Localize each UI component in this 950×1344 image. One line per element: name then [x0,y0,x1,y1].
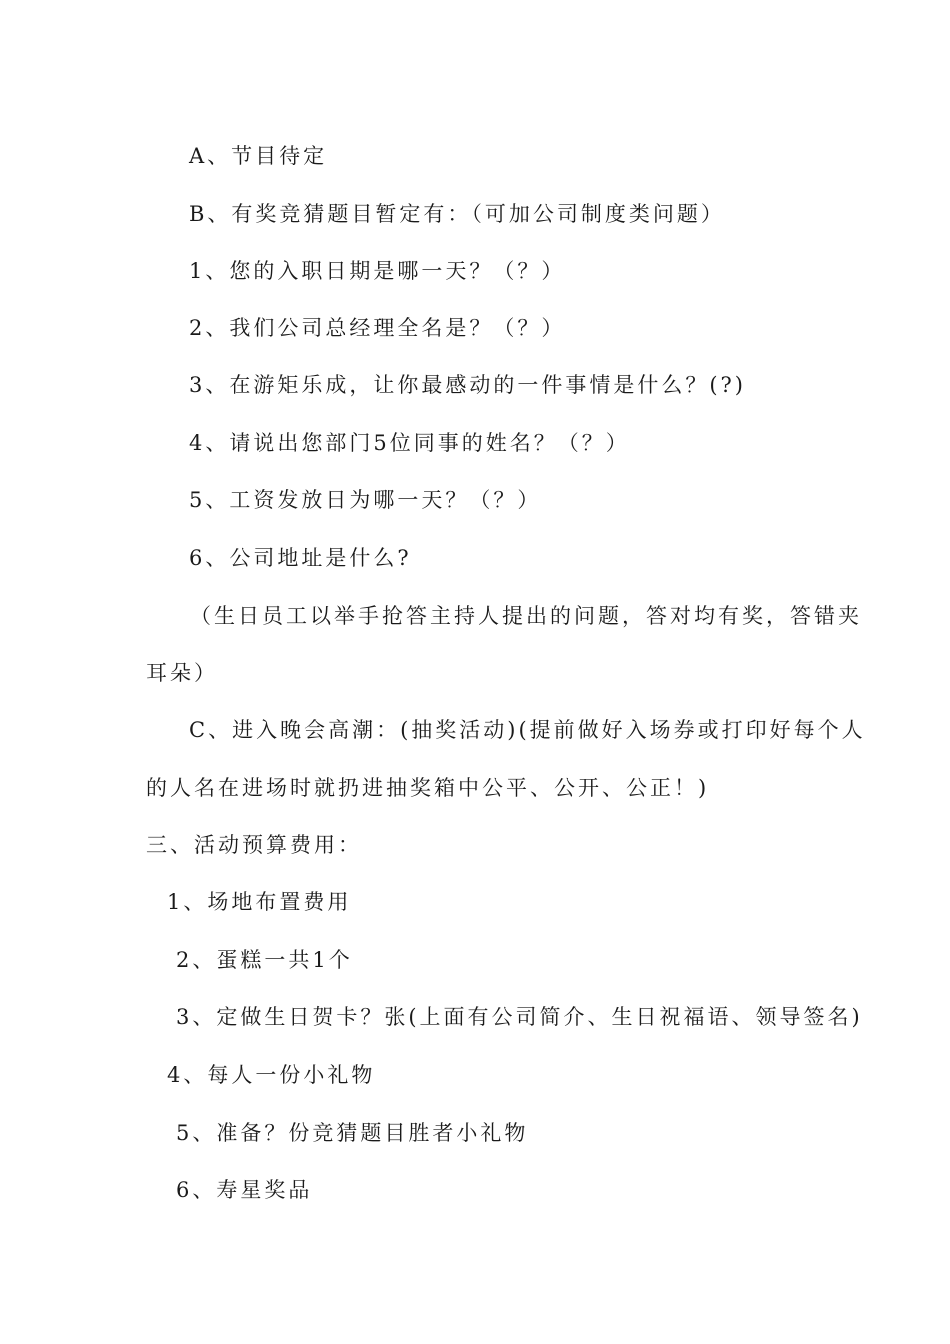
program-item-a: A、节目待定 [189,144,328,168]
quiz-rules-line-2: 耳朵） [146,661,218,685]
program-item-b: B、有奖竞猜题目暂定有：（可加公司制度类问题） [189,202,725,226]
quiz-question-6: 6、公司地址是什么? [189,546,412,570]
budget-item-1: 1、场地布置费用 [167,890,352,914]
section-heading-budget: 三、活动预算费用： [146,833,362,857]
quiz-question-4: 4、请说出您部门5位同事的姓名？（？） [189,431,630,455]
budget-item-4: 4、每人一份小礼物 [167,1063,376,1087]
program-item-c-line-1: C、进入晚会高潮：(抽奖活动)(提前做好入场券或打印好每个人 [189,718,866,742]
budget-item-3: 3、定做生日贺卡？张(上面有公司简介、生日祝福语、领导签名) [176,1005,863,1029]
quiz-question-1: 1、您的入职日期是哪一天？（？） [189,259,566,283]
quiz-question-5: 5、工资发放日为哪一天？（？） [189,488,542,512]
quiz-rules-line-1: （生日员工以举手抢答主持人提出的问题，答对均有奖，答错夹 [190,604,862,628]
budget-item-2: 2、蛋糕一共1个 [176,948,353,972]
budget-item-5: 5、准备？份竞猜题目胜者小礼物 [176,1121,529,1145]
quiz-question-2: 2、我们公司总经理全名是？（？） [189,316,566,340]
quiz-question-3: 3、在游矩乐成，让你最感动的一件事情是什么？(?) [189,373,747,397]
program-item-c-line-2: 的人名在进场时就扔进抽奖箱中公平、公开、公正！) [146,776,710,800]
budget-item-6: 6、寿星奖品 [176,1178,313,1202]
